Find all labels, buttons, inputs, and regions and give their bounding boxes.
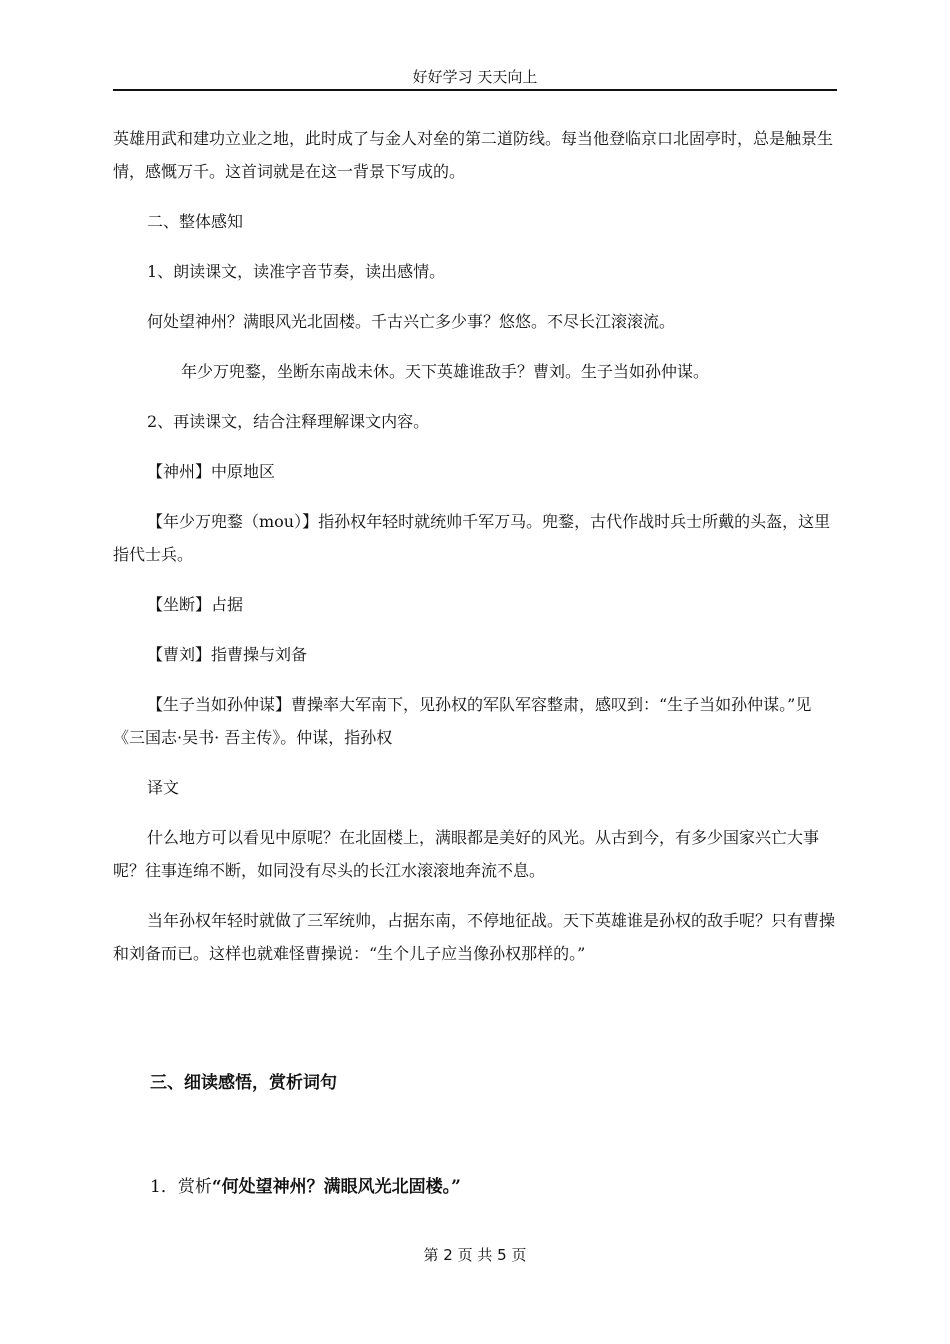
item1-prefix: 1．赏析 <box>150 1177 212 1197</box>
poem-line-1: 何处望神州？满眼风光北固楼。千古兴亡多少事？悠悠。不尽长江滚滚流。 <box>147 312 676 331</box>
note-shengzi: 【生子当如孙仲谋】曹操率大军南下，见孙权的军队军容整肃，感叹到：“生子当如孙仲谋。”见《三国志·吴书· 吾主传》。仲谋，指孙权 <box>113 695 812 747</box>
document-body <box>113 122 839 970</box>
translation-paragraph-1: 什么地方可以看见中原呢？在北固楼上，满眼都是美好的风光。从古到今，有多少国家兴亡大事呢？往事连绵不断，如同没有尽头的长江水滚滚地奔流不息。 <box>113 828 820 880</box>
page-footer: 第 2 页 共 5 页 <box>423 1246 527 1264</box>
note-caoliu: 【曹刘】指曹操与刘备 <box>147 645 308 664</box>
note-shenzhou: 【神州】中原地区 <box>147 462 276 481</box>
note-zuoduan: 【坐断】占据 <box>147 595 244 614</box>
item1-quote: “何处望神州？满眼风光北固楼。” <box>211 1177 461 1197</box>
step1-text: 1、朗读课文，读准字音节奏，读出感情。 <box>147 262 446 281</box>
section2-title: 二、整体感知 <box>147 212 244 231</box>
header-rule <box>113 89 837 91</box>
poem-line-2: 年少万兜鍪，坐断东南战未休。天下英雄谁敌手？曹刘。生子当如孙仲谋。 <box>181 362 710 381</box>
page-header: 好好学习 天天向上 <box>412 68 538 86</box>
step2-text: 2、再读课文，结合注释理解课文内容。 <box>147 412 430 431</box>
note-doumou: 【年少万兜鍪（mou）】指孙权年轻时就统帅千军万马。兜鍪，古代作战时兵士所戴的头盔，这里指代士兵。 <box>113 512 831 564</box>
section3-title: 三、细读感悟，赏析词句 <box>150 1073 337 1093</box>
intro-paragraph: 英雄用武和建功立业之地，此时成了与金人对垒的第二道防线。每当他登临京口北固亭时，总是触景生情，感慨万千。这首词就是在这一背景下写成的。 <box>113 129 834 181</box>
translation-label: 译文 <box>147 778 180 797</box>
item1-line <box>150 1172 461 1202</box>
translation-paragraph-2: 当年孙权年轻时就做了三军统帅，占据东南，不停地征战。天下英雄谁是孙权的敌手呢？只有曹操和刘备而已。这样也就难怪曹操说：“生个儿子应当像孙权那样的。” <box>113 911 836 963</box>
